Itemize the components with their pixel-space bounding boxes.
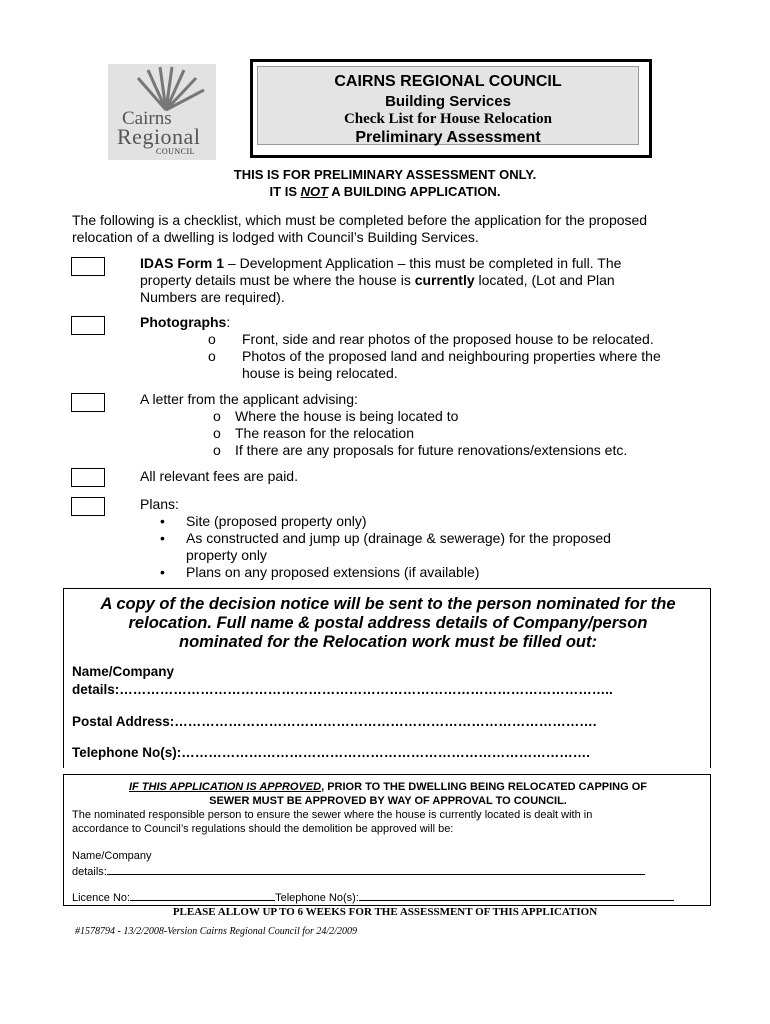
- name-company-label: Name/Company: [72, 664, 175, 679]
- notice-line-2: IT IS NOT A BUILDING APPLICATION.: [269, 184, 501, 199]
- decision-title: A copy of the decision notice will be sent to the person nominated for the relocation. Full name & postal address details of Company/person nominated for the Relocation work must be filled out:: [100, 595, 676, 651]
- photo-bullet-2: Photos of the proposed land and neighbouring properties where the: [242, 348, 661, 364]
- item-plans: Plans:: [140, 496, 179, 512]
- bullet-dot: •: [160, 513, 165, 529]
- plans-bullet-2: As constructed and jump up (drainage & sewerage) for the proposed: [186, 530, 611, 546]
- bullet-o: o: [208, 348, 216, 364]
- logo-line-2: Regional: [117, 124, 201, 149]
- approval-title: IF THIS APPLICATION IS APPROVED, PRIOR TO THE DWELLING BEING RELOCATED CAPPING OF SEWER MUST BE APPROVED BY WAY OF APPROVAL TO COUNCIL.: [128, 781, 648, 807]
- org-title: CAIRNS REGIONAL COUNCIL: [334, 73, 562, 90]
- decision-notice-box: [63, 588, 711, 768]
- plans-bullet-3: Plans on any proposed extensions (if available): [186, 564, 480, 580]
- letter-bullet-2: The reason for the relocation: [235, 425, 414, 441]
- assessment-time-notice: PLEASE ALLOW UP TO 6 WEEKS FOR THE ASSESSMENT OF THIS APPLICATION: [172, 906, 598, 918]
- plans-bullet-1: Site (proposed property only): [186, 513, 367, 529]
- stage-title: Preliminary Assessment: [355, 129, 541, 146]
- telephone-field[interactable]: Telephone No(s):……………………………………………………………………………….: [72, 745, 590, 760]
- checkbox-idas[interactable]: [71, 257, 105, 276]
- doc-title: Check List for House Relocation: [343, 111, 553, 127]
- dept-title: Building Services: [385, 93, 511, 110]
- item-photos: Photographs:: [140, 314, 231, 330]
- approval-licence-phone[interactable]: Licence No: Telephone No(s):: [72, 889, 674, 905]
- intro-line-1: The following is a checklist, which must be completed before the application for the proposed: [72, 212, 648, 228]
- council-logo: [108, 64, 216, 160]
- photo-bullet-1: Front, side and rear photos of the proposed house to be relocated.: [242, 331, 654, 347]
- sewer-approval-box: [63, 774, 711, 906]
- notice-line-1: THIS IS FOR PRELIMINARY ASSESSMENT ONLY.: [233, 167, 537, 182]
- bullet-dot: •: [160, 530, 165, 546]
- name-company-field[interactable]: details:………………………………………………………………………………………………..: [72, 682, 613, 697]
- letter-bullet-3: If there are any proposals for future renovations/extensions etc.: [235, 442, 628, 458]
- header-box: [250, 59, 652, 158]
- bullet-o: o: [213, 408, 221, 424]
- approval-name-field[interactable]: details:: [72, 863, 645, 879]
- approval-body: The nominated responsible person to ensure the sewer where the house is currently located is dealt with in accordance to Council’s regulations should the demolition be approved will be:: [72, 809, 593, 835]
- item-idas: IDAS Form 1 – Development Application – this must be completed in full. The property details must be where the house is currently located, (Lot and Plan Numbers are required).: [140, 255, 622, 305]
- intro-line-2: relocation of a dwelling is lodged with Council’s Building Services.: [72, 229, 479, 245]
- logo-line-3: COUNCIL: [156, 147, 196, 156]
- bullet-dot: •: [160, 564, 165, 580]
- bullet-o: o: [213, 442, 221, 458]
- item-letter: A letter from the applicant advising:: [140, 391, 358, 407]
- plans-bullet-2-cont: property only: [186, 547, 267, 563]
- item-fees: All relevant fees are paid.: [140, 468, 298, 484]
- checkbox-letter[interactable]: [71, 393, 105, 412]
- photo-bullet-2-cont: house is being relocated.: [242, 365, 398, 381]
- checkbox-fees[interactable]: [71, 468, 105, 487]
- logo-line-1: Cairns: [122, 108, 172, 129]
- approval-name-label: Name/Company: [72, 850, 152, 862]
- bullet-o: o: [208, 331, 216, 347]
- bullet-o: o: [213, 425, 221, 441]
- checkbox-plans[interactable]: [71, 497, 105, 516]
- document-reference: #1578794 - 13/2/2008-Version Cairns Regional Council for 24/2/2009: [75, 926, 357, 937]
- checkbox-photos[interactable]: [71, 316, 105, 335]
- letter-bullet-1: Where the house is being located to: [235, 408, 459, 424]
- postal-address-field[interactable]: Postal Address:………………………………………………………………………………….: [72, 714, 597, 729]
